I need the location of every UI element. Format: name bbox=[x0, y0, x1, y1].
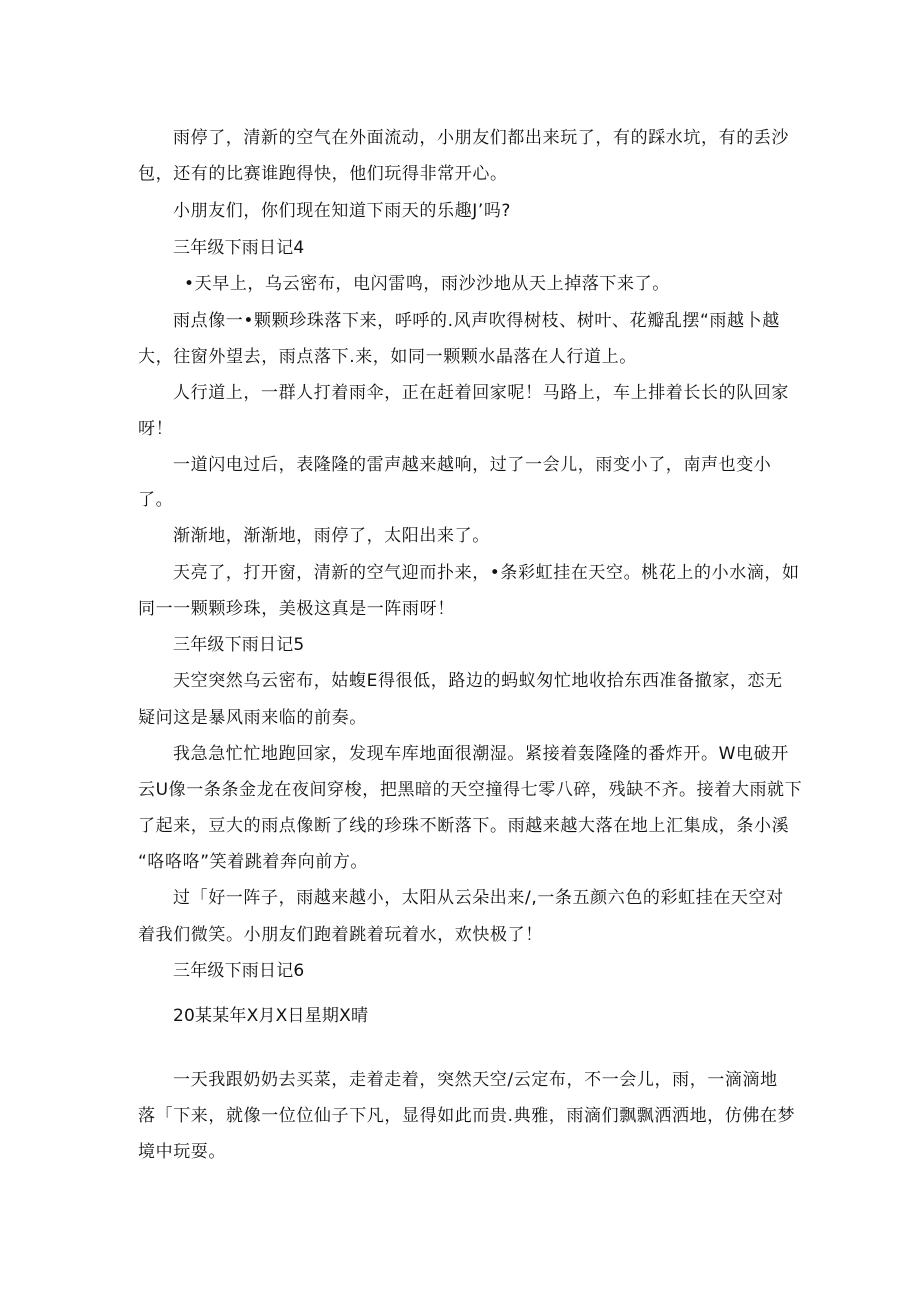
text-line: 雨点像一•颗颗珍珠落下来，呼呼的.风声吹得树枝、树叶、花瓣乱摆“雨越卜越 bbox=[173, 311, 780, 331]
text-line: 了。 bbox=[138, 490, 174, 510]
section-heading: 三年级下雨日记6 bbox=[173, 961, 305, 981]
text-line: 我急急忙忙地跑回家，发现车库地面很潮湿。紧接着轰隆隆的番炸开。W电破开 bbox=[173, 744, 789, 764]
text-line: 小朋友们，你们现在知道下雨天的乐趣J’吗? bbox=[173, 201, 512, 221]
text-line: 云U像一条条金龙在夜间穿梭，把黑暗的天空撞得七零八碎，残缺不齐。接着大雨就下 bbox=[138, 780, 803, 800]
text-line: 天亮了，打开窗，清新的空气迎而扑来，•条彩虹挂在天空。桃花上的小水滴，如 bbox=[173, 563, 800, 583]
text-line: 包，还有的比赛谁跑得快，他们玩得非常开心。 bbox=[138, 164, 508, 184]
text-line: 大，往窗外望去，雨点落下.来，如同一颗颗水晶落在人行道上。 bbox=[138, 347, 637, 367]
text-line: 疑问这是暴风雨来临的前奏。 bbox=[138, 708, 367, 728]
text-line: 过「好一阵子，雨越来越小，太阳从云朵出来/,一条五颜六色的彩虹挂在天空对 bbox=[173, 888, 784, 908]
text-line: 同一一颗颗珍珠，美极这真是一阵雨呀！ bbox=[138, 599, 455, 619]
text-line: 人行道上，一群人打着雨伞，正在赶着回家呢！马路上，车上排着长长的队回家 bbox=[173, 383, 789, 403]
text-line: 境中玩耍。 bbox=[138, 1142, 226, 1162]
text-line: 呀！ bbox=[138, 419, 174, 439]
section-heading: 三年级下雨日记4 bbox=[173, 238, 305, 258]
section-heading: 三年级下雨日记5 bbox=[173, 635, 305, 655]
text-line: 天空突然乌云密布，姑蝮E得很低，路边的蚂蚁匆忙地收拾东西准备撤家，恋无 bbox=[173, 671, 783, 691]
text-line: •天早上，乌云密布，电闪雷鸣，雨沙沙地从天上掉落下来了。 bbox=[184, 274, 670, 294]
text-line: 雨停了，清新的空气在外面流动，小朋友们都出来玩了，有的踩水坑，有的丢沙 bbox=[173, 128, 789, 148]
text-line: 一天我跟奶奶去买菜，走着走着，突然天空/云定布，不一会儿，雨，一滴滴地 bbox=[173, 1070, 778, 1090]
text-line: 落「下来，就像一位位仙子下凡，显得如此而贵.典雅，雨滴们飘飘洒洒地，仿佛在梦 bbox=[138, 1106, 796, 1126]
text-line: 了起来，豆大的雨点像断了线的珍珠不断落下。雨越来越大落在地上汇集成，条小溪 bbox=[138, 816, 790, 836]
text-line: 着我们微笑。小朋友们跑着跳着玩着水，欢快极了！ bbox=[138, 925, 543, 945]
text-line: 一道闪电过后，表隆隆的雷声越来越响，过了一会儿，雨变小了，南声也变小 bbox=[173, 455, 772, 475]
text-line: 渐渐地，渐渐地，雨停了，太阳出来了。 bbox=[173, 526, 490, 546]
text-line: “咯咯咯”笑着跳着奔向前方。 bbox=[138, 852, 369, 872]
date-line: 20某某年X月X日星期X晴 bbox=[173, 1006, 369, 1026]
